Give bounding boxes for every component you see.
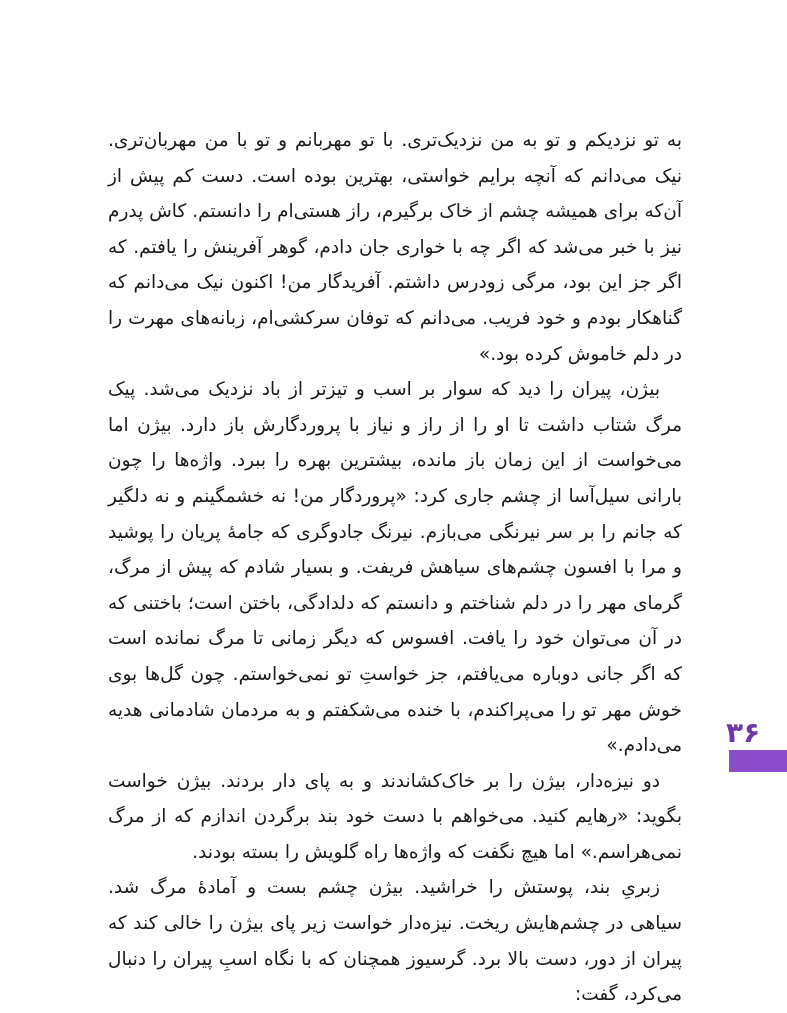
paragraph-2: بیژن، پیران را دید که سوار بر اسب و تیزتر از باد نزدیک می‌شد. پیک مرگ شتاب داشت تا او را از راز و نیاز با پروردگارش باز دارد. بیژن اما می‌خواست از این زمان باز مانده، بیشترین بهره را ببرد. واژه‌ها را چون بارانی سیل‌آسا از چشم جاری کرد: «پروردگار من! نه خشمگینم و نه دلگیر که جانم را بر سر نیرنگی می‌بازم. نیرنگ جادوگری که جامهٔ پریان را پوشید و مرا با افسون چشم‌های سیاهش فریفت. و بسیار شادم که پیش از مرگ، گرمای مهر را در دلم شناختم و دانستم که دلدادگی، باختن است؛ باختنی که در آن می‌توان خود را یافت. افسوس که دیگر زمانی تا مرگ نمانده است که اگر جانی دوباره می‌یافتم، جز خواستِ تو نمی‌خواستم. چون گل‌ها بوی خوش مهر تو را می‌پراکندم، با خنده می‌شکفتم و به مردمان شادمانی هدیه می‌دادم.» — [108, 379, 682, 757]
paragraph-4: زبریِ بند، پوستش را خراشید. بیژن چشم بست و آمادهٔ مرگ شد. سیاهی در چشم‌هایش ریخت. نیزه‌دار خواست زیر پای بیژن را خالی کند که پیران از دور، دست بالا برد. گرسیوز همچنان که با نگاه اسبِ پیران را دنبال می‌کرد، گفت: — [108, 877, 682, 1006]
paragraph-3: دو نیزه‌دار، بیژن را بر خاک‌کشاندند و به پای دار بردند. بیژن خواست بگوید: «رهایم کنید. می‌خواهم با دست خود بند برگردن اندازم که از مرگ نمی‌هراسم.» اما هیچ نگفت که واژه‌ها راه گلویش را بسته بودند. — [108, 770, 682, 863]
paragraph-1: به تو نزدیکم و تو به من نزدیک‌تری. با تو مهربانم و تو با من مهربان‌تری. نیک می‌دانم که آنچه برایم خواستی، بهترین بوده است. دست کم پیش از آن‌که برای همیشه چشم از خاک برگیرم، راز هستی‌ام را دانستم. کاش پدرم نیز با خبر می‌شد که اگر چه با خواری جان دادم، گوهر آفرینش را یافتم. که اگر جز این بود، مرگی زودرس داشتم. آفریدگار من! اکنون نیک می‌دانم که گناهکار بودم و خود فریب. می‌دانم که توفان سرکشی‌ام، زبانه‌های مهرت را در دلم خاموش کرده بود.» — [108, 130, 682, 365]
page-number: ۳۶ — [726, 716, 761, 749]
body-text — [108, 123, 682, 1013]
page-number-tab — [729, 750, 787, 772]
